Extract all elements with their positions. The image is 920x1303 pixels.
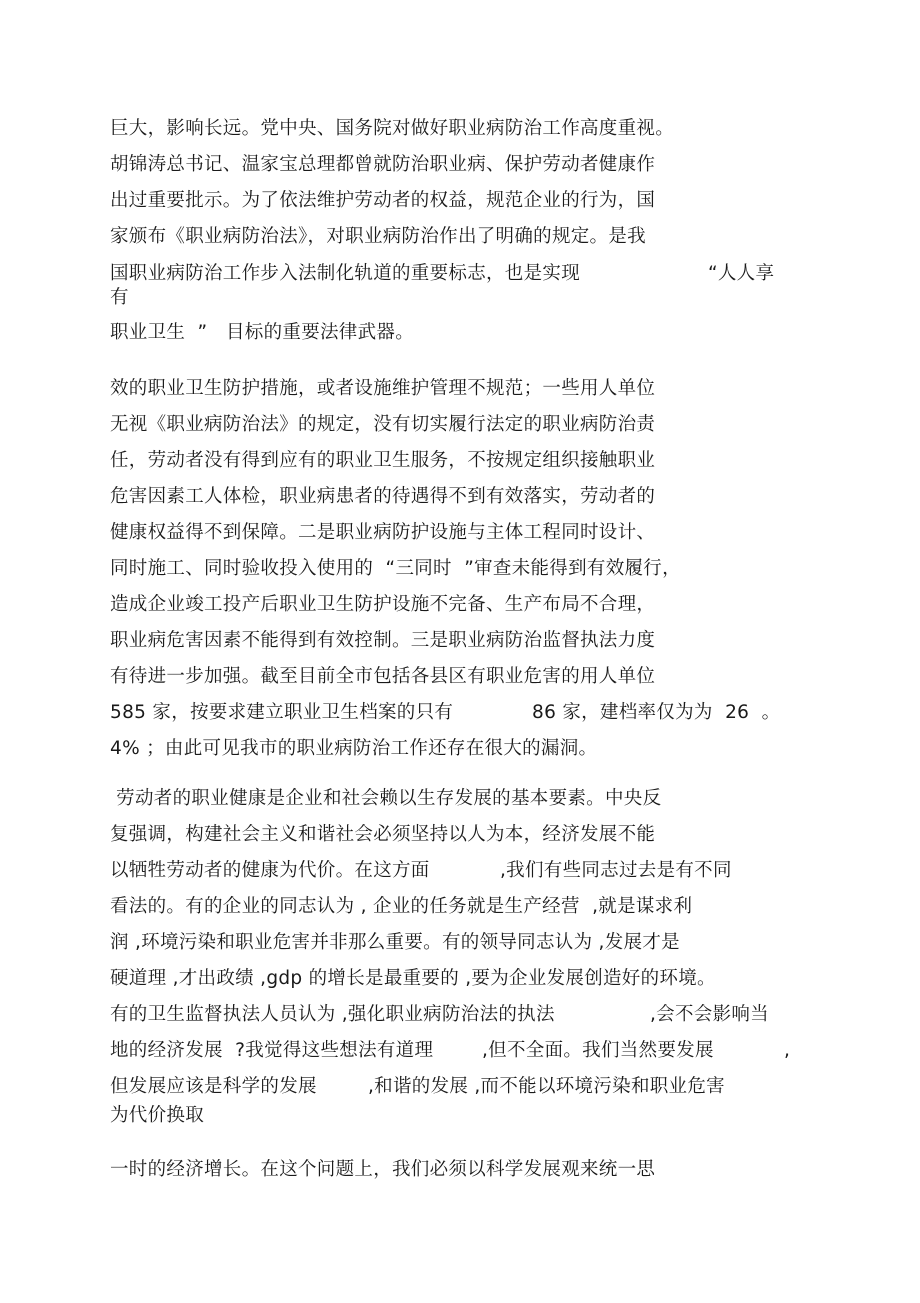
text-line: 以牺牲劳动者的健康为代价。在这方面 <box>110 860 430 881</box>
text-line: 造成企业竣工投产后职业卫生防护设施不完备、生产布局不合理， <box>110 594 656 615</box>
text-line: 家颁布《职业病防治法》，对职业病防治作出了明确的规定。是我 <box>110 226 646 247</box>
text-line: “人人享 <box>708 263 775 284</box>
text-line: ,和谐的发展 ,而不能以环境污染和职业危害 <box>368 1076 725 1097</box>
text-line: 胡锦涛总书记、温家宝总理都曾就防治职业病、保护劳动者健康作 <box>110 154 656 175</box>
text-line: 巨大，影响长远。党中央、国务院对做好职业病防治工作高度重视。 <box>110 118 675 139</box>
text-line: 有 <box>110 287 129 308</box>
text-line: 但发展应该是科学的发展 <box>110 1076 317 1097</box>
text-line: 国职业病防治工作步入法制化轨道的重要标志，也是实现 <box>110 263 581 284</box>
text-line: , <box>784 1040 791 1061</box>
text-line: 职业卫生 ” 目标的重要法律武器。 <box>110 322 414 343</box>
text-line: 4% ；由此可见我市的职业病防治工作还存在很大的漏洞。 <box>110 738 598 759</box>
text-line: 地的经济发展 ?我觉得这些想法有道理 <box>110 1040 434 1061</box>
text-line: 任，劳动者没有得到应有的职业卫生服务，不按规定组织接触职业 <box>110 450 656 471</box>
text-line: 同时施工、同时验收投入使用的 “三同时 ”审查未能得到有效履行， <box>110 558 681 579</box>
text-line: 为代价换取 <box>110 1105 205 1126</box>
text-line: 有的卫生监督执法人员认为 ,强化职业病防治法的执法 <box>110 1004 555 1025</box>
text-line: 看法的。有的企业的同志认为 , 企业的任务就是生产经营 ,就是谋求利 <box>110 896 693 917</box>
text-line: 职业病危害因素不能得到有效控制。三是职业病防治监督执法力度 <box>110 630 656 651</box>
text-line: 585 家，按要求建立职业卫生档案的只有 <box>110 702 454 723</box>
text-line: ,我们有些同志过去是有不同 <box>500 860 732 881</box>
text-line: 出过重要批示。为了依法维护劳动者的权益，规范企业的行为，国 <box>110 190 656 211</box>
text-line: 硬道理 ,才出政绩 ,gdp 的增长是最重要的 ,要为企业发展创造好的环境。 <box>110 968 716 989</box>
text-line: 复强调，构建社会主义和谐社会必须坚持以人为本，经济发展不能 <box>110 824 656 845</box>
text-line: 润 ,环境污染和职业危害并非那么重要。有的领导同志认为 ,发展才是 <box>110 932 680 953</box>
text-line: 有待进一步加强。截至目前全市包括各县区有职业危害的用人单位 <box>110 666 656 687</box>
text-line: 效的职业卫生防护措施，或者设施维护管理不规范；一些用人单位 <box>110 378 656 399</box>
text-line: 86 家，建档率仅为为 26 。 <box>532 702 781 723</box>
text-line: 劳动者的职业健康是企业和社会赖以生存发展的基本要素。中央反 <box>110 788 662 809</box>
text-line: 健康权益得不到保障。二是职业病防护设施与主体工程同时设计、 <box>110 522 656 543</box>
text-line: ,会不会影响当 <box>650 1004 769 1025</box>
text-line: 无视《职业病防治法》的规定，没有切实履行法定的职业病防治责 <box>110 414 656 435</box>
text-line: ,但不全面。我们当然要发展 <box>482 1040 714 1061</box>
text-line: 一时的经济增长。在这个问题上，我们必须以科学发展观来统一思 <box>110 1159 656 1180</box>
text-line: 危害因素工人体检，职业病患者的待遇得不到有效落实，劳动者的 <box>110 486 656 507</box>
